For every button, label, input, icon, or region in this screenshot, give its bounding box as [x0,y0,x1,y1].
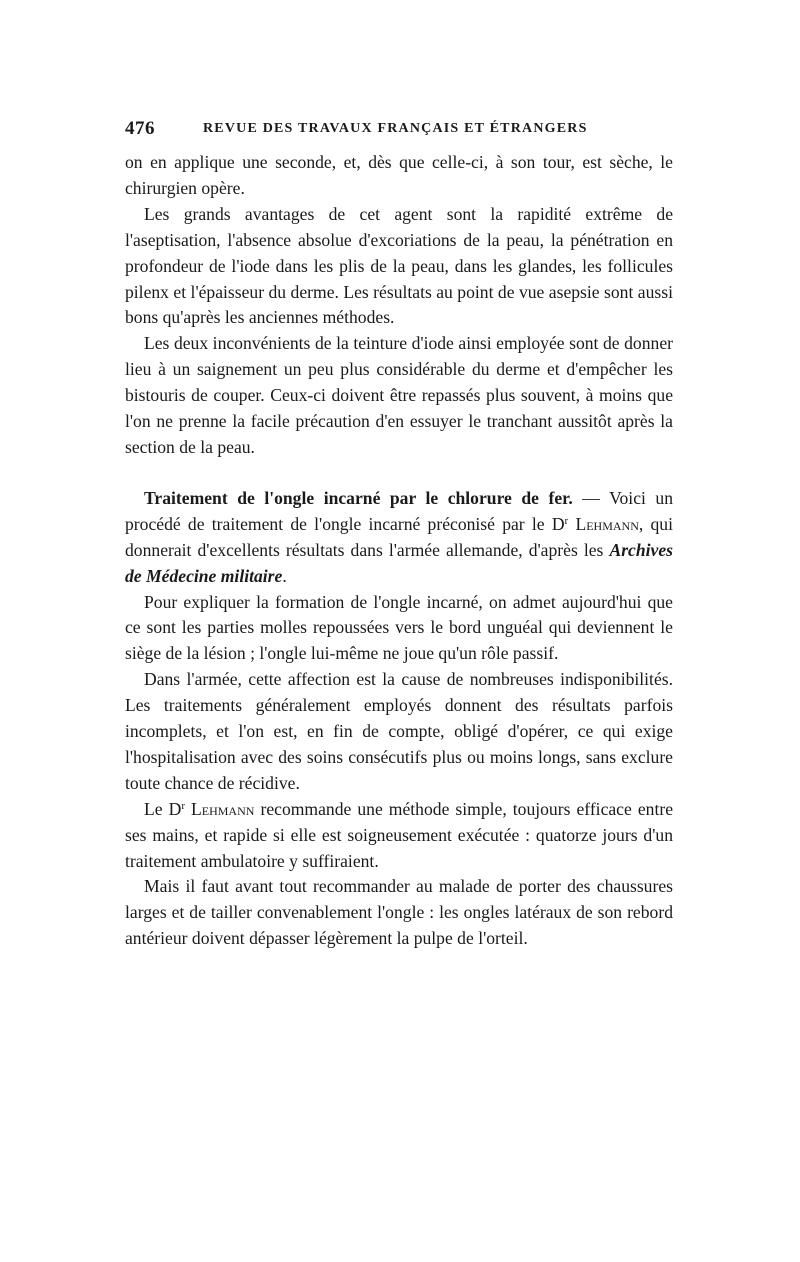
paragraph-2: Les grands avantages de cet agent sont la rapidité extrême de l'aseptisation, l'absence absolue d'excoriations de la peau, la pénétration en profondeur de l'iode dans les plis de la peau, dans les glandes, les follicules pilenx et l'épaisseur du derme. Les résultats au point de vue asepsie sont aussi bons qu'après les anciennes méthodes. [125,203,673,328]
paragraph-7-text-b: recommande une méthode simple, toujours efficace entre ses mains, et rapide si elle est soigneusement exécutée : quatorze jours d'un traitement ambulatoire y suffiraient. [125,798,674,871]
paragraph-7-text-a: Le D [144,798,182,819]
paragraph-4-text-a: — Voici un procédé de traitement de l'ongle incarné préconisé par le D [125,487,674,534]
paragraph-4-text-c: . [282,565,287,586]
page-number: 476 [125,118,155,139]
author-name: Lehmann [184,798,255,819]
running-title: REVUE DES TRAVAUX FRANÇAIS ET ÉTRANGERS [203,121,588,136]
paragraph-4 [125,486,673,590]
dr-superscript: r [181,799,185,812]
paragraph-1: on en applique une seconde, et, dès que celle-ci, à son tour, est sèche, le chirurgien opère. [125,152,673,198]
paragraph-8: Mais il faut avant tout recommander au malade de porter des chaussures larges et de tailler convenablement l'ongle : les ongles latéraux de son rebord antérieur doivent dépasser légèrement la pulpe de l'orteil. [125,876,673,949]
paragraph-3: Les deux inconvénients de la teinture d'iode ainsi employée sont de donner lieu à un saignement un peu plus considérable du derme et d'empêcher les bistouris de couper. Ceux-ci doivent être repassés plus souvent, à moins que l'on ne prenne la facile précaution d'en essuyer le tranchant aussitôt après la section de la peau. [125,333,673,457]
paragraph-6: Dans l'armée, cette affection est la cause de nombreuses indisponibilités. Les traitements généralement employés donnent des résultats parfois incomplets, et l'on est, en fin de compte, obligé d'opérer, ce qui exige l'hospitalisation avec des soins consécutifs plus ou moins longs, sans exclure toute chance de récidive. [125,669,673,793]
running-header [125,118,673,144]
journal-title: Archives de Médecine militaire [125,539,673,586]
section-gap [125,461,673,486]
paragraph-7 [125,797,673,875]
author-name: Lehmann [568,513,639,534]
page [125,118,673,952]
paragraph-4-text-b: , qui donnerait d'excellents résultats dans l'armée allemande, d'après les [125,513,673,560]
dr-superscript: r [564,514,569,527]
section-title: Traitement de l'ongle incarné par le chlorure de fer. [144,487,573,508]
paragraph-5: Pour expliquer la formation de l'ongle incarné, on admet aujourd'hui que ce sont les parties molles repoussées vers le bord unguéal qui deviennent le siège de la lésion ; l'ongle lui-même ne joue qu'un rôle passif. [125,591,673,664]
